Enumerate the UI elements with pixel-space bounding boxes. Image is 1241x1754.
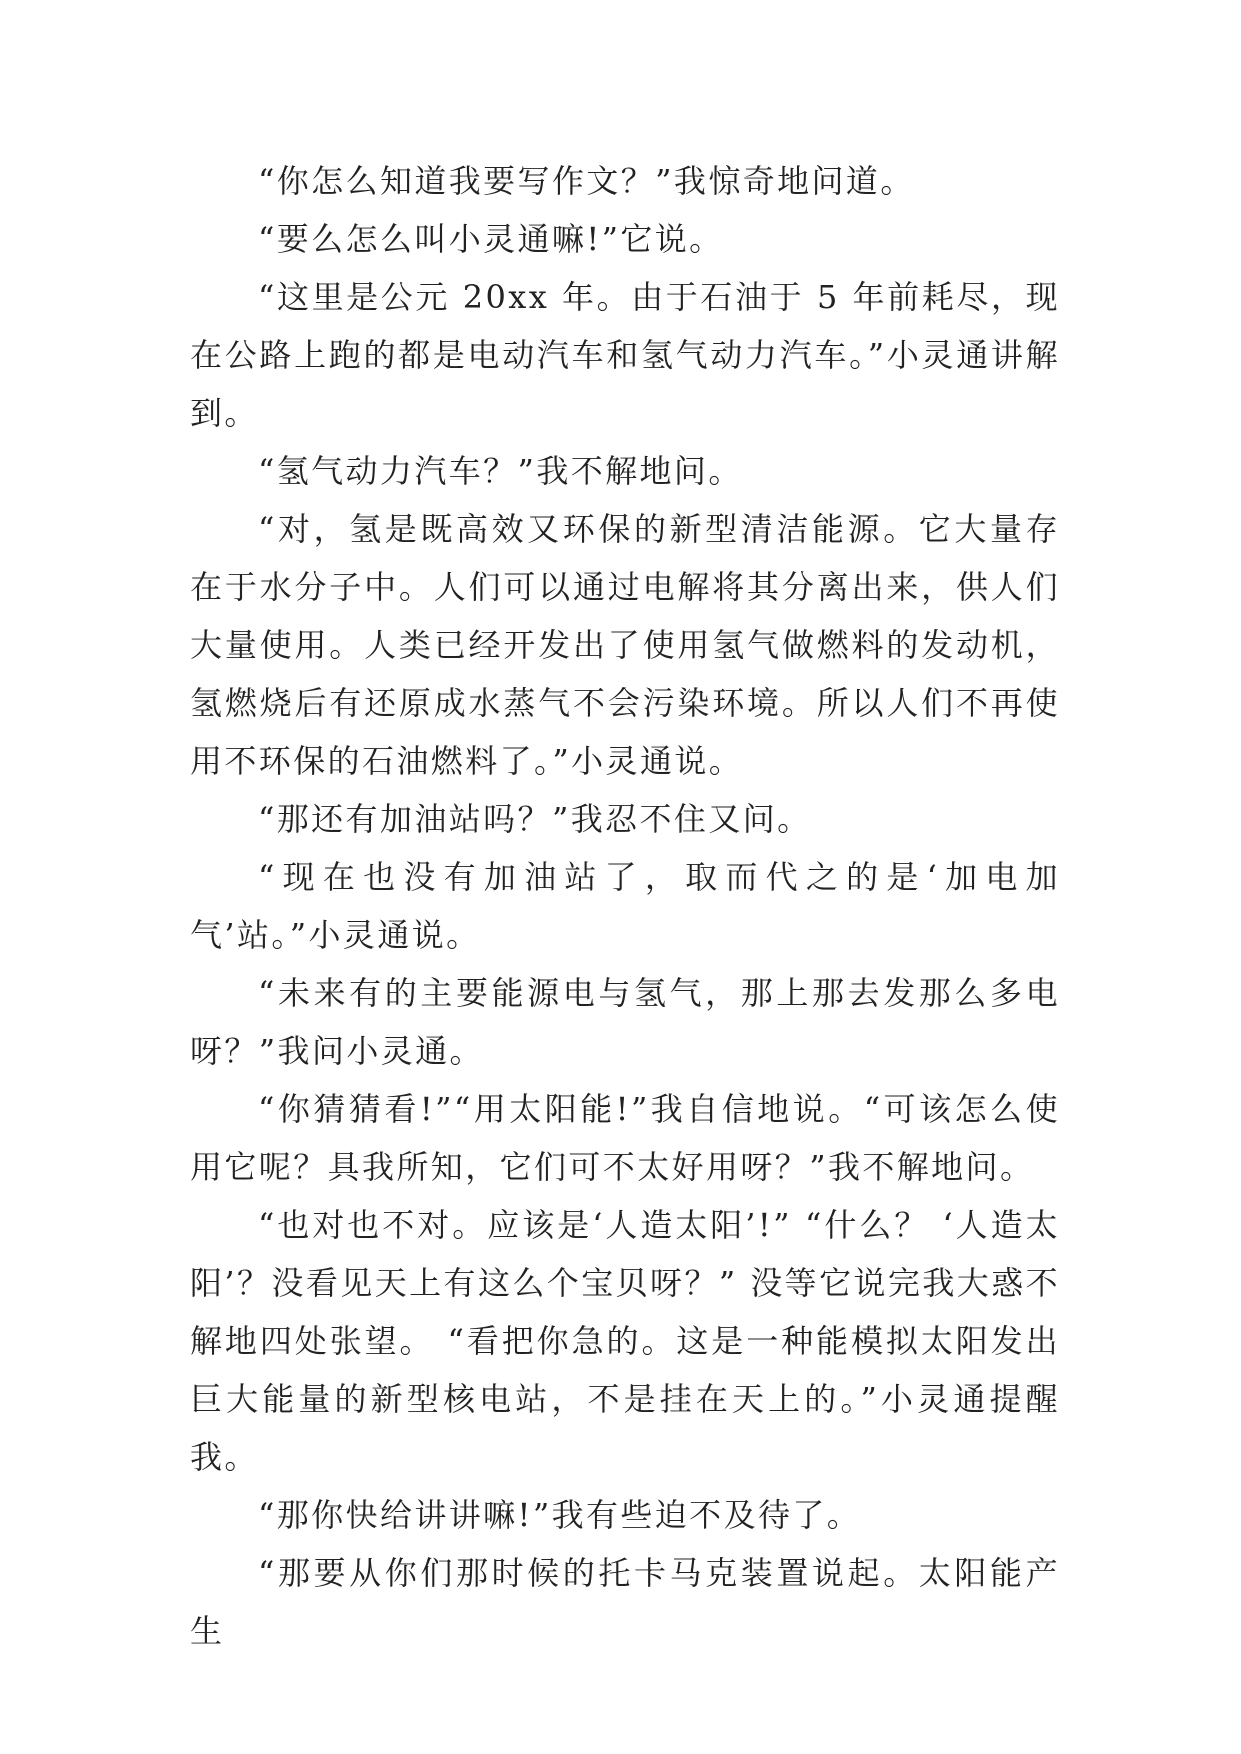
paragraph: “氢气动力汽车？”我不解地问。 [258, 452, 743, 490]
paragraph: “这里是公元 20xx 年。由于石油于 5 年前耗尽，现在公路上跑的都是电动汽车和氢气动力汽车。”小灵通讲解到。 [190, 278, 1060, 432]
paragraph: “你猜猜看!”“用太阳能!”我自信地说。“可该怎么使用它呢？具我所知，它们可不太好用呀？”我不解地问。 [190, 1090, 1060, 1186]
paragraph: “未来有的主要能源电与氢气，那上那去发那么多电呀？”我问小灵通。 [190, 974, 1060, 1070]
paragraph: “那还有加油站吗？”我忍不住又问。 [258, 800, 812, 838]
paragraph: “你怎么知道我要写作文？”我惊奇地问道。 [258, 162, 915, 200]
paragraph: “要么怎么叫小灵通嘛!”它说。 [258, 220, 724, 258]
paragraph: “对，氢是既高效又环保的新型清洁能源。它大量存在于水分子中。人们可以通过电解将其分离出来，供人们大量使用。人类已经开发出了使用氢气做燃料的发动机，氢燃烧后有还原成水蒸气不会污染环境。所以人们不再使用不环保的石油燃料了。”小灵通说。 [190, 510, 1060, 780]
paragraph: “那要从你们那时候的托卡马克装置说起。太阳能产生 [190, 1554, 1060, 1650]
document-body [190, 152, 1060, 1660]
paragraph: “现在也没有加油站了，取而代之的是‘加电加气’站。”小灵通说。 [190, 858, 1060, 954]
paragraph: “那你快给讲讲嘛!”我有些迫不及待了。 [258, 1496, 862, 1534]
paragraph: “也对也不对。应该是‘人造太阳’!” “什么？ ‘人造太阳’？没看见天上有这么个宝贝呀？” 没等它说完我大惑不解地四处张望。 “看把你急的。这是一种能模拟太阳发出巨大能量的新型核电站，不是挂在天上的。”小灵通提醒我。 [190, 1206, 1060, 1476]
